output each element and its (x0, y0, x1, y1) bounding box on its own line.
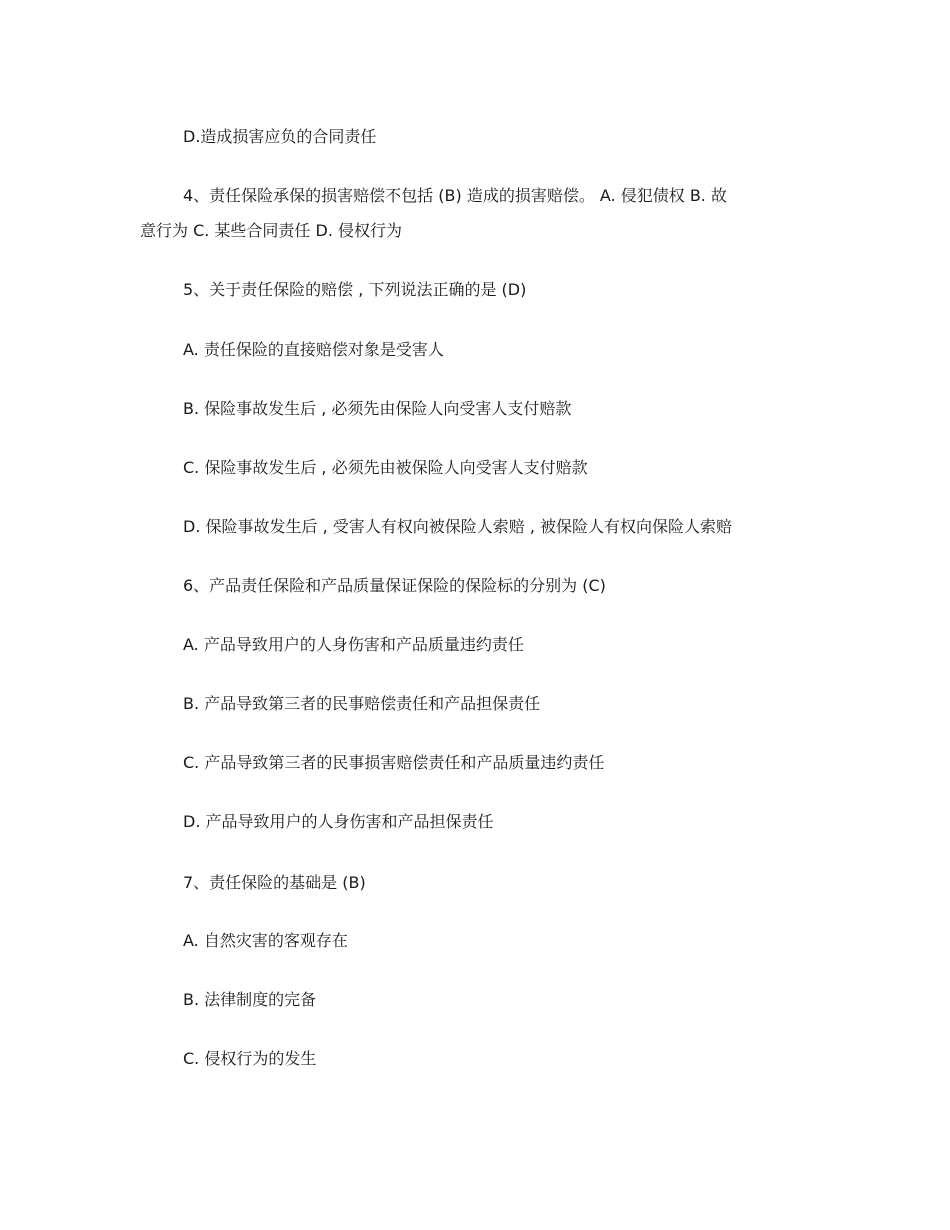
question-6-option-d: D. 产品导致用户的人身伤害和产品担保责任 (183, 812, 494, 831)
question-6-option-a: A. 产品导致用户的人身伤害和产品质量违约责任 (183, 635, 524, 654)
question-7-option-a: A. 自然灾害的客观存在 (183, 931, 348, 950)
question-7-option-b: B. 法律制度的完备 (183, 990, 317, 1009)
question-7-option-c: C. 侵权行为的发生 (183, 1049, 317, 1068)
question-5-text: 5、关于责任保险的赔偿 , 下列说法正确的是 (D) (183, 280, 527, 299)
question-5-option-d: D. 保险事故发生后 , 受害人有权向被保险人索赔 , 被保险人有权向保险人索赔 (183, 517, 733, 536)
option-d-contract-liability: D.造成损害应负的合同责任 (183, 127, 377, 146)
question-4-continuation: 意行为 C. 某些合同责任 D. 侵权行为 (140, 221, 403, 240)
question-7-text: 7、责任保险的基础是 (B) (183, 873, 366, 892)
question-6-option-b: B. 产品导致第三者的民事赔偿责任和产品担保责任 (183, 694, 541, 713)
question-6-option-c: C. 产品导致第三者的民事损害赔偿责任和产品质量违约责任 (183, 753, 605, 772)
question-6-text: 6、产品责任保险和产品质量保证保险的保险标的分别为 (C) (183, 576, 606, 595)
question-4-text: 4、责任保险承保的损害赔偿不包括 (B) 造成的损害赔偿。 A. 侵犯债权 B. 故 (183, 186, 727, 205)
question-5-option-b: B. 保险事故发生后 , 必须先由保险人向受害人支付赔款 (183, 399, 572, 418)
question-5-option-c: C. 保险事故发生后 , 必须先由被保险人向受害人支付赔款 (183, 458, 588, 477)
question-5-option-a: A. 责任保险的直接赔偿对象是受害人 (183, 340, 444, 359)
